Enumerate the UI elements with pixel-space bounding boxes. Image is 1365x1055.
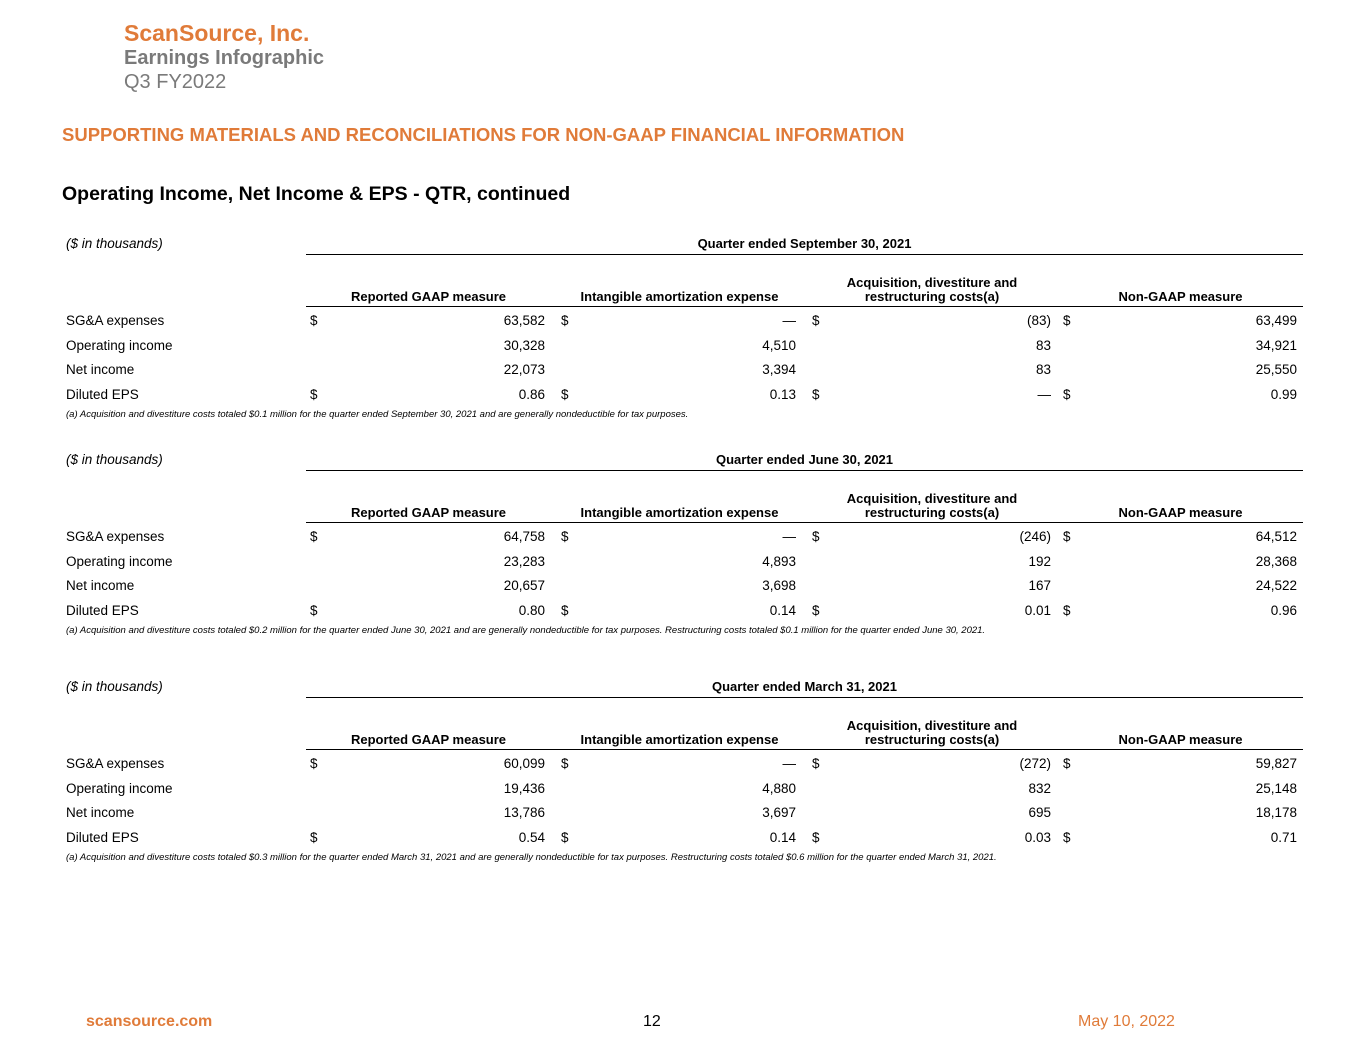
table-row — [62, 338, 1303, 362]
reported-value: 60,099 — [503, 756, 545, 771]
period-rule-divider — [306, 254, 1303, 255]
nongaap-value: 64,512 — [1255, 529, 1297, 544]
currency-symbol: $ — [310, 756, 318, 771]
table-row — [62, 830, 1303, 854]
nongaap-value: 0.99 — [1270, 387, 1297, 402]
table-row — [62, 387, 1303, 411]
reported-value: 64,758 — [503, 529, 545, 544]
period-heading: Quarter ended September 30, 2021 — [697, 236, 912, 251]
period-rule-divider — [306, 470, 1303, 471]
column-header-reported: Reported GAAP measure — [350, 289, 507, 304]
units-label: ($ in thousands) — [66, 452, 163, 467]
footnote: (a) Acquisition and divestiture costs totaled $0.1 million for the quarter ended September 30, 2021 and are generally nondeductible for tax purposes. — [66, 409, 689, 420]
column-header-intangible: Intangible amortization expense — [580, 505, 779, 520]
nongaap-value: 25,550 — [1255, 362, 1297, 377]
reconciliation-table — [62, 236, 1303, 436]
reported-value: 30,328 — [503, 338, 545, 353]
column-header-intangible: Intangible amortization expense — [580, 289, 779, 304]
currency-symbol: $ — [812, 603, 820, 618]
document-subtitle: Earnings Infographic — [124, 47, 325, 69]
currency-symbol: $ — [561, 529, 569, 544]
reconciliation-table — [62, 452, 1303, 652]
column-header-acquisition — [807, 719, 1057, 747]
header-rule-divider — [306, 306, 1303, 307]
nongaap-value: 25,148 — [1255, 781, 1297, 796]
currency-symbol: $ — [310, 313, 318, 328]
reconciliation-table — [62, 679, 1303, 879]
currency-symbol: $ — [1063, 603, 1071, 618]
currency-symbol: $ — [1063, 756, 1071, 771]
column-header-intangible: Intangible amortization expense — [580, 732, 779, 747]
currency-symbol: $ — [561, 603, 569, 618]
intangible-value: — — [782, 756, 796, 771]
period-heading: Quarter ended March 31, 2021 — [712, 679, 897, 694]
reported-value: 0.86 — [518, 387, 545, 402]
table-row — [62, 603, 1303, 627]
currency-symbol: $ — [310, 603, 318, 618]
acquisition-value: 832 — [1028, 781, 1051, 796]
column-header-acquisition-line2: restructuring costs(a) — [864, 289, 1000, 304]
row-label: Operating income — [66, 338, 173, 353]
acquisition-value: 83 — [1035, 362, 1051, 377]
reported-value: 0.54 — [518, 830, 545, 845]
nongaap-value: 18,178 — [1255, 805, 1297, 820]
units-label: ($ in thousands) — [66, 236, 163, 251]
column-header-acquisition-line2: restructuring costs(a) — [864, 505, 1000, 520]
page-number: 12 — [643, 1013, 661, 1030]
header-rule-divider — [306, 522, 1303, 523]
acquisition-value: (272) — [1019, 756, 1051, 771]
currency-symbol: $ — [561, 313, 569, 328]
table-row — [62, 756, 1303, 780]
acquisition-value: (83) — [1026, 313, 1051, 328]
currency-symbol: $ — [812, 387, 820, 402]
reported-value: 63,582 — [503, 313, 545, 328]
period-heading: Quarter ended June 30, 2021 — [715, 452, 894, 467]
currency-symbol: $ — [561, 756, 569, 771]
acquisition-value: 695 — [1028, 805, 1051, 820]
table-row — [62, 554, 1303, 578]
acquisition-value: 83 — [1035, 338, 1051, 353]
acquisition-value: — — [1037, 387, 1051, 402]
header-rule-divider — [306, 749, 1303, 750]
acquisition-value: 192 — [1028, 554, 1051, 569]
row-label: Net income — [66, 362, 135, 377]
intangible-value: — — [782, 529, 796, 544]
currency-symbol: $ — [561, 830, 569, 845]
period-rule-divider — [306, 697, 1303, 698]
page-title: Operating Income, Net Income & EPS - QTR, continued — [62, 183, 571, 205]
row-label: SG&A expenses — [66, 756, 165, 771]
intangible-value: 3,698 — [762, 578, 796, 593]
row-label: SG&A expenses — [66, 529, 165, 544]
table-row — [62, 805, 1303, 829]
acquisition-value: 167 — [1028, 578, 1051, 593]
column-header-reported: Reported GAAP measure — [350, 732, 507, 747]
acquisition-value: 0.01 — [1024, 603, 1051, 618]
nongaap-value: 28,368 — [1255, 554, 1297, 569]
column-header-nongaap: Non-GAAP measure — [1118, 289, 1243, 304]
table-row — [62, 362, 1303, 386]
column-header-acquisition-line1: Acquisition, divestiture and — [846, 491, 1018, 506]
reported-value: 20,657 — [503, 578, 545, 593]
units-label: ($ in thousands) — [66, 679, 163, 694]
row-label: SG&A expenses — [66, 313, 165, 328]
currency-symbol: $ — [1063, 313, 1071, 328]
column-header-acquisition-line1: Acquisition, divestiture and — [846, 718, 1018, 733]
acquisition-value: 0.03 — [1024, 830, 1051, 845]
currency-symbol: $ — [310, 387, 318, 402]
row-label: Net income — [66, 805, 135, 820]
nongaap-value: 59,827 — [1255, 756, 1297, 771]
intangible-value: 3,697 — [762, 805, 796, 820]
reported-value: 22,073 — [503, 362, 545, 377]
nongaap-value: 63,499 — [1255, 313, 1297, 328]
intangible-value: — — [782, 313, 796, 328]
reported-value: 13,786 — [503, 805, 545, 820]
reported-value: 0.80 — [518, 603, 545, 618]
intangible-value: 4,510 — [762, 338, 796, 353]
footnote: (a) Acquisition and divestiture costs totaled $0.3 million for the quarter ended March 31, 2021 and are generally nondeductible for tax purposes. Restructuring costs totaled $0.6 million for the quarter ended March 31, 2021. — [66, 852, 997, 863]
row-label: Diluted EPS — [66, 387, 139, 402]
nongaap-value: 24,522 — [1255, 578, 1297, 593]
table-row — [62, 313, 1303, 337]
document-date: May 10, 2022 — [1078, 1013, 1175, 1030]
row-label: Operating income — [66, 781, 173, 796]
currency-symbol: $ — [812, 529, 820, 544]
intangible-value: 0.13 — [769, 387, 796, 402]
acquisition-value: (246) — [1019, 529, 1051, 544]
table-row — [62, 781, 1303, 805]
column-header-acquisition-line2: restructuring costs(a) — [864, 732, 1000, 747]
nongaap-value: 0.71 — [1270, 830, 1297, 845]
row-label: Operating income — [66, 554, 173, 569]
currency-symbol: $ — [1063, 529, 1071, 544]
row-label: Net income — [66, 578, 135, 593]
row-label: Diluted EPS — [66, 603, 139, 618]
currency-symbol: $ — [1063, 830, 1071, 845]
currency-symbol: $ — [310, 529, 318, 544]
section-title: SUPPORTING MATERIALS AND RECONCILIATIONS FOR NON-GAAP FINANCIAL INFORMATION — [62, 124, 905, 145]
currency-symbol: $ — [1063, 387, 1071, 402]
intangible-value: 0.14 — [769, 830, 796, 845]
intangible-value: 0.14 — [769, 603, 796, 618]
reported-value: 19,436 — [503, 781, 545, 796]
column-header-acquisition — [807, 276, 1057, 304]
fiscal-period: Q3 FY2022 — [124, 71, 227, 93]
currency-symbol: $ — [812, 313, 820, 328]
currency-symbol: $ — [561, 387, 569, 402]
column-header-reported: Reported GAAP measure — [350, 505, 507, 520]
column-header-acquisition-line1: Acquisition, divestiture and — [846, 275, 1018, 290]
intangible-value: 4,893 — [762, 554, 796, 569]
currency-symbol: $ — [310, 830, 318, 845]
nongaap-value: 34,921 — [1255, 338, 1297, 353]
row-label: Diluted EPS — [66, 830, 139, 845]
intangible-value: 3,394 — [762, 362, 796, 377]
column-header-acquisition — [807, 492, 1057, 520]
currency-symbol: $ — [812, 830, 820, 845]
nongaap-value: 0.96 — [1270, 603, 1297, 618]
brand-header — [124, 20, 324, 94]
intangible-value: 4,880 — [762, 781, 796, 796]
currency-symbol: $ — [812, 756, 820, 771]
column-header-nongaap: Non-GAAP measure — [1118, 505, 1243, 520]
column-header-nongaap: Non-GAAP measure — [1118, 732, 1243, 747]
table-row — [62, 578, 1303, 602]
reported-value: 23,283 — [503, 554, 545, 569]
company-name: ScanSource, Inc. — [124, 20, 310, 46]
footnote: (a) Acquisition and divestiture costs totaled $0.2 million for the quarter ended June 30, 2021 and are generally nondeductible for tax purposes. Restructuring costs totaled $0.1 million for the quarter ended June 30, 2021. — [66, 625, 986, 636]
website-link[interactable]: scansource.com — [86, 1013, 213, 1030]
table-row — [62, 529, 1303, 553]
